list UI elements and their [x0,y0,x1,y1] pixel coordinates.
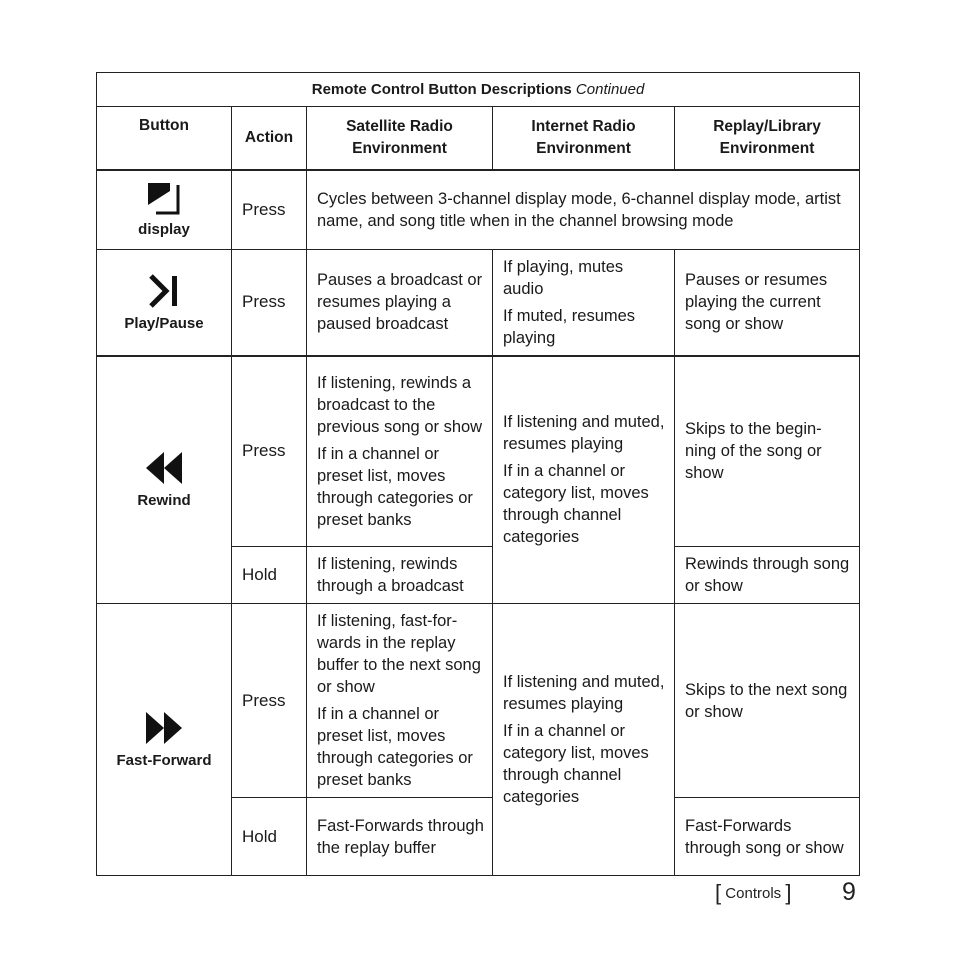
button-name-fast-forward: Fast-Forward [116,752,212,769]
action-rewind-press: Press [232,356,307,547]
play-pause-replay: Pauses or resumes playing the current song or show [675,249,860,356]
rewind-internet [493,356,675,604]
display-description: Cycles between 3-channel display mode, 6-channel display mode, artist name, and song title when in the channel browsing mode [307,170,860,249]
footer-close-bracket: ] [785,880,792,905]
play-pause-icon [146,273,182,309]
header-satellite: Satellite Radio Environment [307,107,493,171]
fast-forward-hold-satellite: Fast-Forwards through the replay buffer [307,798,493,876]
play-pause-internet [493,249,675,356]
action-play-pause-press: Press [232,249,307,356]
rewind-press-satellite-line-2: If in a channel or preset list, moves through categories or preset banks [317,444,473,529]
rewind-press-satellite-line-1: If listening, rewinds a broadcast to the previous song or show [317,373,483,436]
play-pause-satellite: Pauses a broadcast or resumes playing a paused broadcast [307,249,493,356]
rewind-internet-line-1: If listening and muted, resumes playing [503,413,665,454]
button-cell-fast-forward [97,604,232,876]
play-pause-internet-line-2: If muted, resumes playing [503,306,636,347]
table-title-text: Remote Control Button Descriptions [311,81,572,98]
button-name-display: display [138,221,190,239]
action-fast-forward-press: Press [232,604,307,798]
button-name-play-pause: Play/Pause [124,314,204,332]
rewind-icon [144,450,184,486]
page-number: 9 [842,878,856,906]
rewind-hold-replay: Rewinds through song or show [675,547,860,604]
play-pause-internet-line-1: If playing, mutes audio [503,257,624,298]
footer-section-name: Controls [725,885,782,902]
footer-open-bracket: [ [715,880,722,905]
action-display-press: Press [232,170,307,249]
table-title-suffix: Continued [575,81,645,98]
fast-forward-press-satellite-line-1: If listening, fast-for-wards in the replay buffer to the next song or show [317,612,481,696]
footer-section-label [715,880,791,906]
rewind-press-replay: Skips to the begin-ning of the song or show [675,356,860,547]
fast-forward-hold-replay: Fast-Forwards through song or show [675,798,860,876]
fast-forward-press-satellite [307,604,493,798]
header-action: Action [232,107,307,171]
header-replay: Replay/Library Environment [675,107,860,171]
action-fast-forward-hold: Hold [232,798,307,876]
action-rewind-hold: Hold [232,547,307,604]
fast-forward-press-replay: Skips to the next song or show [675,604,860,798]
button-cell-rewind [97,356,232,604]
button-name-rewind: Rewind [137,492,191,510]
rewind-internet-line-2: If in a channel or category list, moves through channel categories [503,462,649,547]
button-descriptions-table [96,72,860,876]
rewind-press-satellite [307,356,493,547]
button-cell-play-pause [97,249,232,356]
rewind-hold-satellite: If listening, rewinds through a broadcast [307,547,493,604]
table-title [97,73,860,107]
display-icon [146,181,182,215]
button-cell-display [97,170,232,249]
fast-forward-press-satellite-line-2: If in a channel or preset list, moves through categories or preset banks [317,705,473,789]
fast-forward-icon [144,710,184,746]
fast-forward-internet [493,604,675,876]
header-internet: Internet Radio Environment [493,107,675,171]
fast-forward-internet-line-2: If in a channel or category list, moves through channel categories [503,722,649,806]
fast-forward-internet-line-1: If listening and muted, resumes playing [503,673,665,713]
header-button: Button [97,107,232,171]
